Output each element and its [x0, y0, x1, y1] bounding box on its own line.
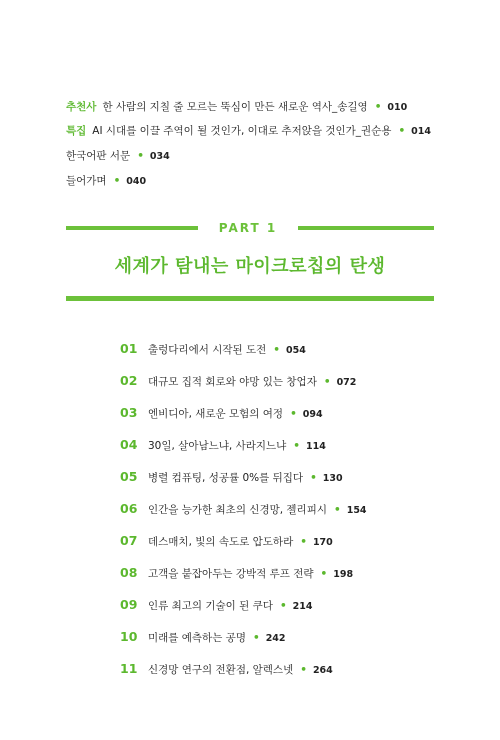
chapter-number: 10: [120, 629, 138, 644]
bullet-dot: •: [320, 568, 328, 580]
page-number: 198: [333, 569, 354, 580]
chapter-number: 09: [120, 597, 138, 612]
chapter-number: 02: [120, 373, 138, 388]
part-divider-left: [66, 226, 198, 230]
chapter-number: 11: [120, 661, 138, 676]
chapter-title: 인간을 능가한 최초의 신경망, 젤리피시: [148, 504, 327, 516]
bullet-dot: •: [310, 472, 317, 484]
chapter-number: 03: [120, 405, 138, 420]
chapter-number: 01: [120, 341, 138, 356]
chapter-item[interactable]: [120, 405, 450, 421]
bullet-dot: •: [374, 101, 382, 113]
chapter-item[interactable]: [120, 469, 450, 485]
page-number: 034: [149, 151, 170, 162]
bullet-dot: •: [290, 408, 297, 420]
chapter-number: 05: [120, 469, 138, 484]
bullet-dot: •: [333, 504, 341, 516]
page-number: 014: [411, 126, 432, 137]
bullet-dot: •: [293, 440, 301, 452]
entry-title: AI 시대를 이끌 주역이 될 것인가, 이대로 추저앉을 것인가_권순용: [92, 125, 392, 137]
part-label: PART 1: [218, 221, 278, 235]
front-matter-item[interactable]: [66, 124, 466, 138]
chapter-item[interactable]: [120, 597, 450, 613]
front-matter-item[interactable]: [66, 149, 466, 163]
chapter-item[interactable]: [120, 661, 450, 677]
chapter-item[interactable]: [120, 565, 450, 581]
chapter-item[interactable]: [120, 373, 450, 389]
part-title: 세계가 탐내는 마이크로칩의 탄생: [114, 256, 386, 277]
part-divider-right: [298, 226, 434, 230]
entry-title: 한국어판 서문: [66, 150, 131, 162]
bullet-dot: •: [323, 376, 331, 388]
chapter-item[interactable]: [120, 341, 450, 357]
entry-title: 들어가며: [66, 175, 107, 187]
page-number: 040: [126, 176, 147, 187]
chapter-list: [120, 341, 450, 693]
page-number: 264: [312, 665, 333, 676]
bullet-dot: •: [300, 536, 307, 548]
chapter-title: 미래를 예측하는 공명: [148, 632, 246, 644]
front-matter-list: [66, 100, 466, 198]
section-tag: 추천사: [66, 101, 97, 113]
bullet-dot: •: [137, 150, 144, 162]
chapter-title: 병렬 컴퓨팅, 성공률 0%를 뒤집다: [148, 472, 304, 484]
bullet-dot: •: [273, 344, 280, 356]
page-number: 072: [336, 377, 357, 388]
bullet-dot: •: [398, 125, 406, 137]
chapter-number: 08: [120, 565, 138, 580]
page-number: 094: [302, 409, 323, 420]
chapter-item[interactable]: [120, 533, 450, 549]
page-number: 214: [292, 601, 313, 612]
front-matter-item[interactable]: [66, 100, 466, 114]
chapter-number: 04: [120, 437, 138, 452]
section-tag: 특집: [66, 125, 87, 137]
page-number: 010: [387, 102, 408, 113]
chapter-title: 신경망 연구의 전환점, 알렉스넷: [148, 664, 294, 676]
page-number: 170: [312, 537, 333, 548]
chapter-title: 30일, 살아남느냐, 사라지느냐: [148, 440, 287, 452]
chapter-title: 출렁다리에서 시작된 도전: [148, 344, 267, 356]
page-number: 154: [346, 505, 367, 516]
page-number: 130: [322, 473, 343, 484]
chapter-title: 엔비디아, 새로운 모험의 여정: [148, 408, 284, 420]
entry-title: 한 사람의 지칠 줄 모르는 뚝심이 만든 새로운 역사_송길영: [102, 101, 368, 113]
chapter-number: 06: [120, 501, 138, 516]
chapter-number: 07: [120, 533, 138, 548]
chapter-item[interactable]: [120, 501, 450, 517]
front-matter-item[interactable]: [66, 174, 466, 188]
part-divider-bottom: [66, 296, 434, 301]
chapter-title: 대규모 집적 회로와 야망 있는 창업자: [148, 376, 317, 388]
chapter-item[interactable]: [120, 629, 450, 645]
chapter-item[interactable]: [120, 437, 450, 453]
bullet-dot: •: [300, 664, 307, 676]
page-number: 114: [306, 441, 326, 452]
chapter-title: 데스매치, 빛의 속도로 압도하라: [148, 536, 294, 548]
bullet-dot: •: [252, 632, 260, 644]
bullet-dot: •: [279, 600, 287, 612]
chapter-title: 고객을 붙잡아두는 강박적 루프 전략: [148, 568, 314, 580]
bullet-dot: •: [113, 175, 121, 187]
page-number: 242: [265, 633, 286, 644]
page-number: 054: [285, 345, 306, 356]
chapter-title: 인류 최고의 기술이 된 쿠다: [148, 600, 273, 612]
